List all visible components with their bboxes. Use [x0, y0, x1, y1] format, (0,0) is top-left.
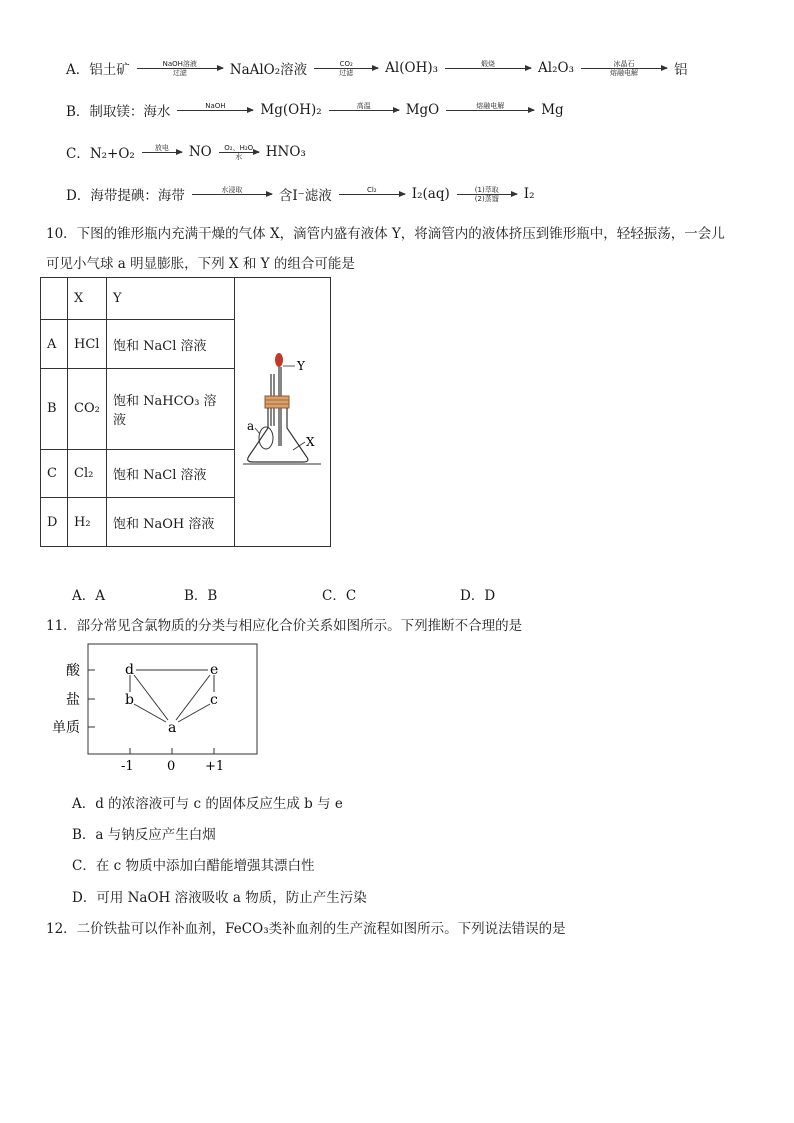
q10-stem-line1: 10．下图的锥形瓶内充满干燥的气体 X，滴管内盛有液体 Y，将滴管内的液体挤压到锥形瓶中，轻轻振荡，一会儿 [46, 226, 725, 242]
option-cell: A [41, 320, 68, 369]
table-header-cell: X [68, 278, 107, 320]
product: Mg [541, 102, 564, 118]
diagram-frame [88, 644, 257, 754]
option-cell: D [41, 498, 68, 547]
reaction-arrow: CO₂ 过滤 [314, 60, 378, 77]
option-cell: C [41, 449, 68, 498]
product: Mg(OH)₂ [260, 102, 322, 118]
x-cell: Cl₂ [68, 449, 107, 498]
q9-option-a [66, 58, 688, 78]
reaction-arrow: NaOH溶液 过滤 [137, 60, 223, 77]
product: NaAlO₂溶液 [229, 62, 308, 78]
y-label-salt: 盐 [66, 692, 80, 708]
x-label-neg1: -1 [121, 759, 134, 774]
option-label: A．铝土矿 [66, 62, 130, 78]
product: 铝 [674, 62, 688, 78]
reaction-arrow: O₂、H₂O 水 [219, 144, 259, 161]
q10-choices [72, 584, 495, 604]
table-header-row [41, 278, 331, 320]
product: NO [188, 144, 212, 160]
q11-stem: 11．部分常见含氯物质的分类与相应化合价关系如图所示。下列推断不合理的是 [46, 618, 523, 634]
option-label: C．N₂+O₂ [66, 146, 135, 162]
option-cell: B [41, 369, 68, 450]
edge-c-a [178, 704, 210, 722]
table-header-cell: Y [107, 278, 235, 320]
flask-apparatus [235, 278, 330, 542]
y-cell: 饱和 NaCl 溶液 [107, 449, 235, 498]
point-b: b [125, 692, 134, 708]
choice-b[interactable]: B．B [184, 588, 218, 604]
x-label-0: 0 [167, 759, 176, 774]
reaction-arrow: 熔融电解 [446, 102, 534, 119]
product: HNO₃ [265, 144, 306, 160]
product: 含I⁻滤液 [278, 188, 332, 204]
choice-c[interactable]: C．C [322, 588, 357, 604]
q11-option-d[interactable]: D．可用 NaOH 溶液吸收 a 物质，防止产生污染 [72, 890, 367, 906]
reaction-arrow: Cl₂ [339, 186, 405, 203]
rubber-stopper [265, 396, 289, 408]
point-c: c [210, 692, 218, 708]
choice-a[interactable]: A．A [72, 588, 105, 604]
valence-diagram [50, 642, 270, 777]
product: MgO [405, 102, 440, 118]
q11-option-a[interactable]: A．d 的浓溶液可与 c 的固体反应生成 b 与 e [72, 796, 343, 812]
point-d: d [125, 662, 134, 678]
product: I₂ [523, 186, 535, 202]
option-label: D．海带提碘：海带 [66, 188, 185, 204]
q9-option-d [66, 184, 535, 204]
q9-option-c [66, 142, 306, 162]
q10-stem-line2: 可见小气球 a 明显膨胀，下列 X 和 Y 的组合可能是 [46, 256, 355, 272]
q12-stem: 12．二价铁盐可以作补血剂，FeCO₃类补血剂的生产流程如图所示。下列说法错误的是 [46, 921, 566, 937]
label-y: Y [297, 359, 305, 373]
reaction-arrow: 放电 [142, 144, 182, 161]
apparatus-figure [235, 278, 331, 547]
choice-d[interactable]: D．D [460, 588, 496, 604]
y-cell: 饱和 NaCl 溶液 [107, 320, 235, 369]
conical-flask [248, 408, 308, 462]
x-cell: CO₂ [68, 369, 107, 450]
table-header-cell [41, 278, 68, 320]
label-x: X [306, 435, 315, 449]
product: I₂(aq) [411, 186, 450, 202]
q11-option-b[interactable]: B．a 与钠反应产生白烟 [72, 827, 216, 843]
x-cell: HCl [68, 320, 107, 369]
product: Al(OH)₃ [385, 60, 439, 76]
q9-option-b [66, 100, 564, 120]
option-label: B．制取镁：海水 [66, 104, 171, 120]
q11-option-c[interactable]: C．在 c 物质中添加白醋能增强其漂白性 [72, 858, 315, 874]
x-label-pos1: +1 [205, 759, 225, 774]
y-cell: 饱和 NaHCO₃ 溶液 [107, 369, 235, 450]
y-cell: 饱和 NaOH 溶液 [107, 498, 235, 547]
reaction-arrow: (1)萃取 (2)蒸馏 [457, 186, 517, 203]
reaction-arrow: 高温 [329, 102, 399, 119]
x-cell: H₂ [68, 498, 107, 547]
point-e: e [210, 662, 219, 678]
reaction-arrow: 煅烧 [445, 60, 531, 77]
edge-b-a [134, 704, 166, 722]
reaction-arrow: 水浸取 [192, 186, 272, 203]
point-a: a [168, 720, 177, 736]
reaction-arrow: NaOH [177, 102, 253, 119]
reaction-arrow: 冰晶石 熔融电解 [581, 60, 667, 77]
dropper-bulb [275, 353, 283, 367]
y-label-element: 单质 [52, 720, 80, 736]
product: Al₂O₃ [538, 60, 574, 76]
q10-table [40, 277, 331, 547]
label-a: a [247, 419, 255, 433]
y-label-acid: 酸 [66, 663, 80, 679]
